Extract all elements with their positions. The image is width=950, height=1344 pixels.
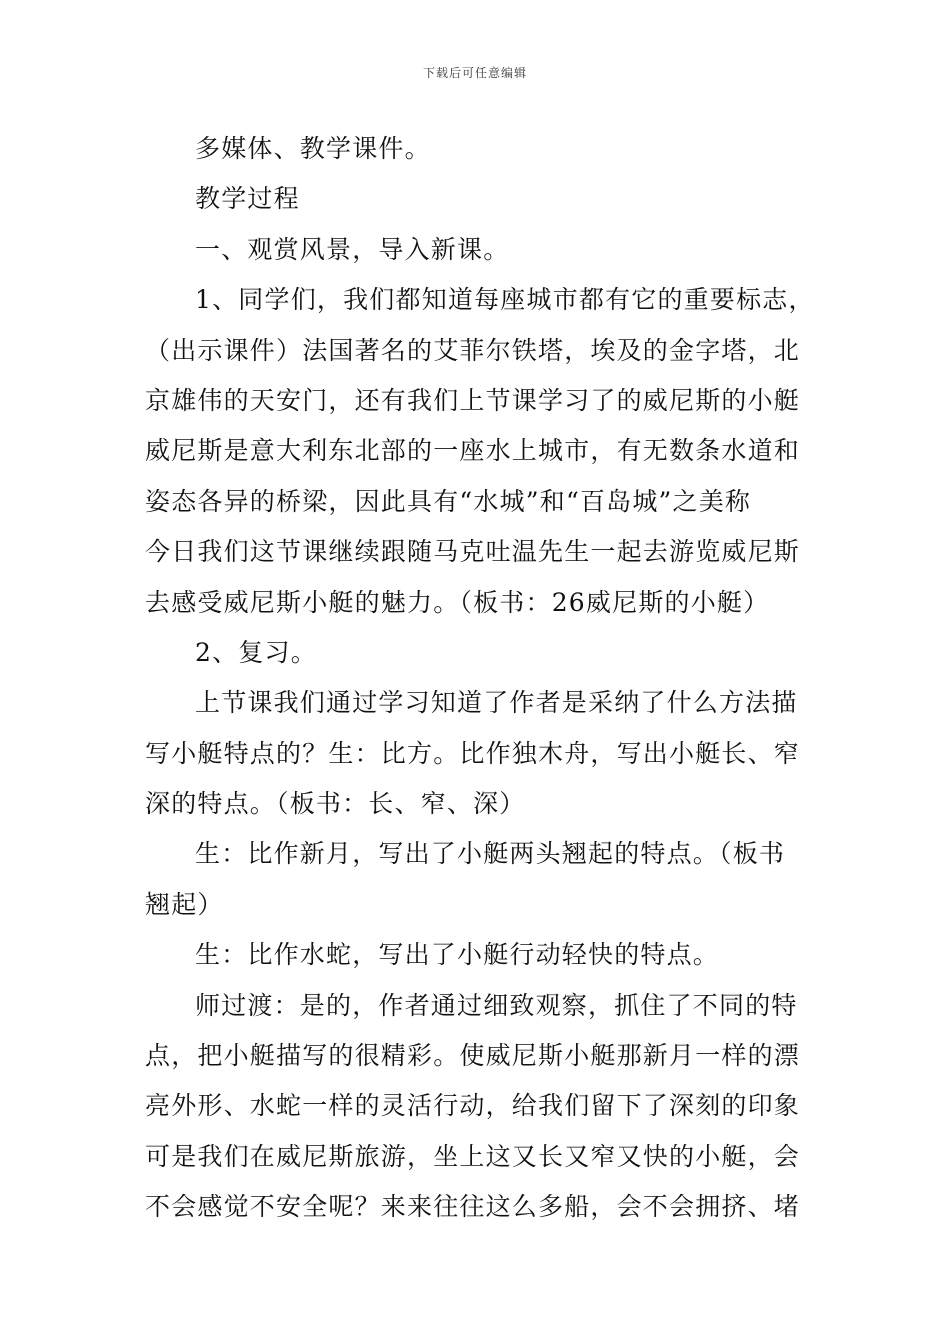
paragraph-line: 写小艇特点的？生：比方。比作独木舟，写出小艇长、窄 <box>145 738 801 768</box>
section-heading: 2、复习。 <box>195 637 317 667</box>
paragraph-line: 今日我们这节课继续跟随马克吐温先生一起去游览威尼斯 <box>145 537 801 567</box>
paragraph-line: 不会感觉不安全呢？来来往往这么多船，会不会拥挤、堵 <box>145 1192 801 1222</box>
document-body <box>145 124 815 1233</box>
paragraph-line: 可是我们在威尼斯旅游，坐上这又长又窄又快的小艇，会 <box>145 1141 801 1171</box>
section-heading: 教学过程 <box>195 184 300 214</box>
paragraph-line: 师过渡：是的，作者通过细致观察，抓住了不同的特 <box>195 990 798 1020</box>
paragraph-line: 去感受威尼斯小艇的魅力。（板书：26威尼斯的小艇） <box>145 587 770 617</box>
paragraph-line: 京雄伟的天安门，还有我们上节课学习了的威尼斯的小艇 <box>145 385 801 415</box>
paragraph-line: 深的特点。（板书：长、窄、深） <box>145 789 526 819</box>
paragraph-line: （出示课件）法国著名的艾菲尔铁塔，埃及的金字塔，北 <box>145 335 801 365</box>
paragraph-line: 威尼斯是意大利东北部的一座水上城市，有无数条水道和 <box>145 436 801 466</box>
paragraph-line: 生：比作水蛇，写出了小艇行动轻快的特点。 <box>195 940 720 970</box>
paragraph-line: 1、同学们，我们都知道每座城市都有它的重要标志， <box>195 285 815 315</box>
paragraph-line: 翘起） <box>145 889 224 919</box>
paragraph-line: 姿态各异的桥梁，因此具有“水城”和“百岛城”之美称 <box>145 486 752 516</box>
section-heading: 一、观赏风景，导入新课。 <box>195 234 510 264</box>
paragraph-line: 点，把小艇描写的很精彩。使威尼斯小艇那新月一样的漂 <box>145 1041 801 1071</box>
paragraph-line: 多媒体、教学课件。 <box>195 134 431 163</box>
paragraph-line: 生：比作新月，写出了小艇两头翘起的特点。（板书 <box>195 839 786 869</box>
page-header: 下载后可任意编辑 <box>422 66 527 80</box>
paragraph-line: 上节课我们通过学习知道了作者是采纳了什么方法描 <box>195 688 798 718</box>
paragraph-line: 亮外形、水蛇一样的灵活行动，给我们留下了深刻的印象 <box>145 1091 801 1121</box>
